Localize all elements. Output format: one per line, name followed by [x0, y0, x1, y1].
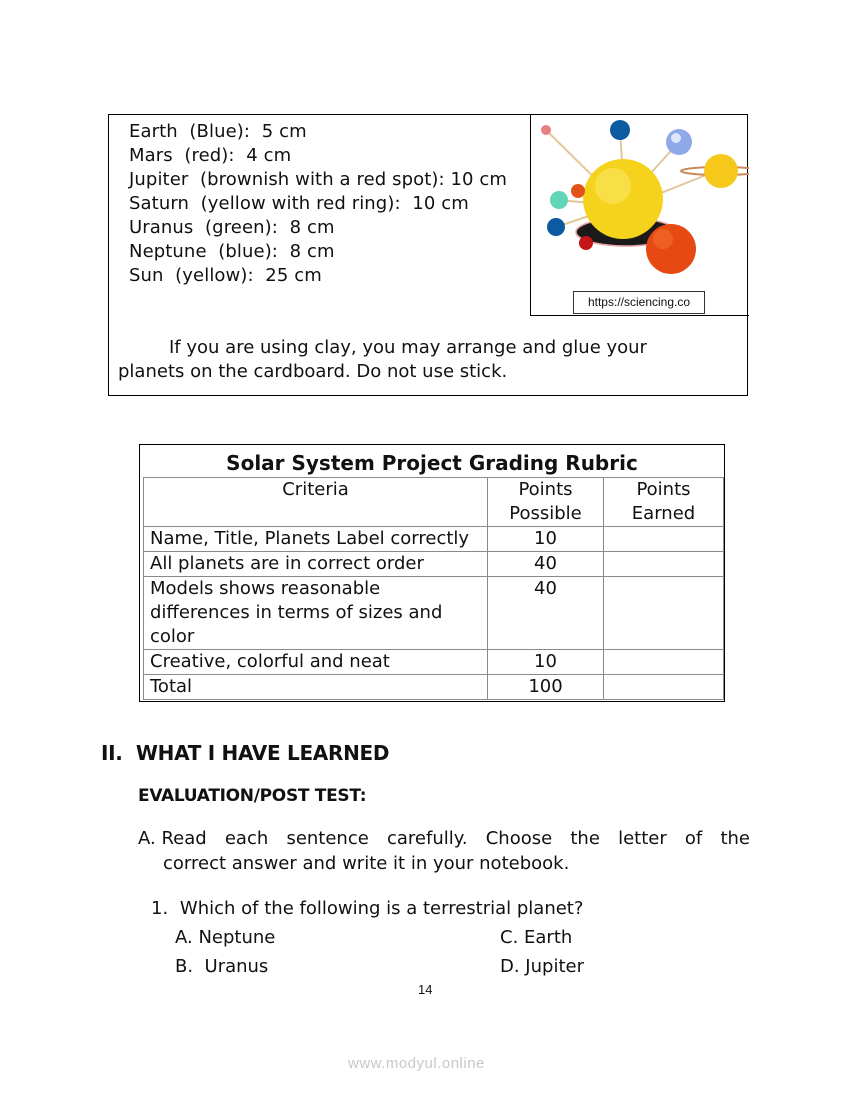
- rubric-title: Solar System Project Grading Rubric: [226, 451, 638, 475]
- option-b[interactable]: B. Uranus: [175, 956, 269, 977]
- points-possible-cell: 40: [488, 552, 604, 577]
- question-number: 1.: [151, 898, 169, 919]
- question-text: Which of the following is a terrestrial planet?: [179, 898, 584, 919]
- header-points-earned-line-1: Points: [636, 479, 691, 500]
- planet-size-mars: Mars (red): 4 cm: [129, 145, 292, 166]
- planet-size-saturn: Saturn (yellow with red ring): 10 cm: [129, 193, 469, 214]
- instructions-line-2: correct answer and write it in your notebook.: [163, 853, 570, 874]
- instruction-word: sentence: [286, 828, 369, 849]
- instruction-word: Choose: [485, 828, 553, 849]
- criteria-cell: [144, 577, 488, 650]
- instruction-word: carefully.: [386, 828, 468, 849]
- question-1: [151, 897, 583, 921]
- instruction-word: letter: [618, 828, 667, 849]
- planet-size-jupiter: Jupiter (brownish with a red spot): 10 cm: [129, 169, 508, 190]
- criteria-line: color: [150, 626, 195, 647]
- table-row: [144, 650, 724, 675]
- points-possible-cell: 10: [488, 650, 604, 675]
- header-points-possible-line-1: Points: [518, 479, 573, 500]
- image-credit-link[interactable]: https://sciencing.co: [573, 291, 705, 314]
- instruction-word: A. Read: [138, 828, 207, 849]
- clay-instructions: [118, 336, 738, 384]
- rubric-table: [143, 477, 724, 700]
- instruction-word: of: [684, 828, 703, 849]
- criteria-cell: Name, Title, Planets Label correctly: [144, 527, 488, 552]
- clay-instructions-line-2: planets on the cardboard. Do not use stick.: [118, 361, 508, 382]
- solar-system-model-illustration: [531, 114, 749, 316]
- option-a[interactable]: A. Neptune: [175, 927, 276, 948]
- planet-size-sun: Sun (yellow): 25 cm: [129, 265, 322, 286]
- instructions: [138, 826, 750, 876]
- criteria-cell: All planets are in correct order: [144, 552, 488, 577]
- instructions-line-1: [138, 826, 750, 851]
- table-row-total: [144, 675, 724, 700]
- points-possible-cell: 100: [488, 675, 604, 700]
- points-earned-cell[interactable]: [604, 552, 724, 577]
- header-points-earned-line-2: Earned: [631, 503, 696, 524]
- instruction-word: the: [570, 828, 600, 849]
- header-points-earned: [604, 478, 724, 527]
- criteria-line: Models shows reasonable: [150, 578, 381, 599]
- section-heading: II. WHAT I HAVE LEARNED: [101, 741, 390, 765]
- evaluation-subheading: EVALUATION/POST TEST:: [138, 786, 367, 806]
- header-points-possible-line-2: Possible: [509, 503, 582, 524]
- planet-size-earth: Earth (Blue): 5 cm: [129, 121, 307, 142]
- watermark: www.modyul.online: [348, 1055, 485, 1072]
- points-possible-cell: 10: [488, 527, 604, 552]
- solar-system-model-image: [530, 114, 749, 316]
- points-earned-cell[interactable]: [604, 675, 724, 700]
- header-criteria: Criteria: [144, 478, 488, 527]
- points-earned-cell[interactable]: [604, 527, 724, 552]
- option-d[interactable]: D. Jupiter: [500, 956, 584, 977]
- planet-size-uranus: Uranus (green): 8 cm: [129, 217, 335, 238]
- clay-instructions-line-1: If you are using clay, you may arrange and glue your: [169, 337, 647, 358]
- points-earned-cell[interactable]: [604, 577, 724, 650]
- header-points-possible: [488, 478, 604, 527]
- table-row: [144, 552, 724, 577]
- page-number: 14: [418, 982, 433, 997]
- instruction-word: the: [720, 828, 750, 849]
- rubric-header-row: [144, 478, 724, 527]
- planet-size-neptune: Neptune (blue): 8 cm: [129, 241, 335, 262]
- instruction-word: each: [224, 828, 269, 849]
- planet-size-list: [129, 120, 507, 288]
- table-row: [144, 527, 724, 552]
- criteria-cell: Creative, colorful and neat: [144, 650, 488, 675]
- table-row: [144, 577, 724, 650]
- criteria-cell: Total: [144, 675, 488, 700]
- option-c[interactable]: C. Earth: [500, 927, 573, 948]
- criteria-line: differences in terms of sizes and: [150, 602, 443, 623]
- points-earned-cell[interactable]: [604, 650, 724, 675]
- points-possible-cell: 40: [488, 577, 604, 650]
